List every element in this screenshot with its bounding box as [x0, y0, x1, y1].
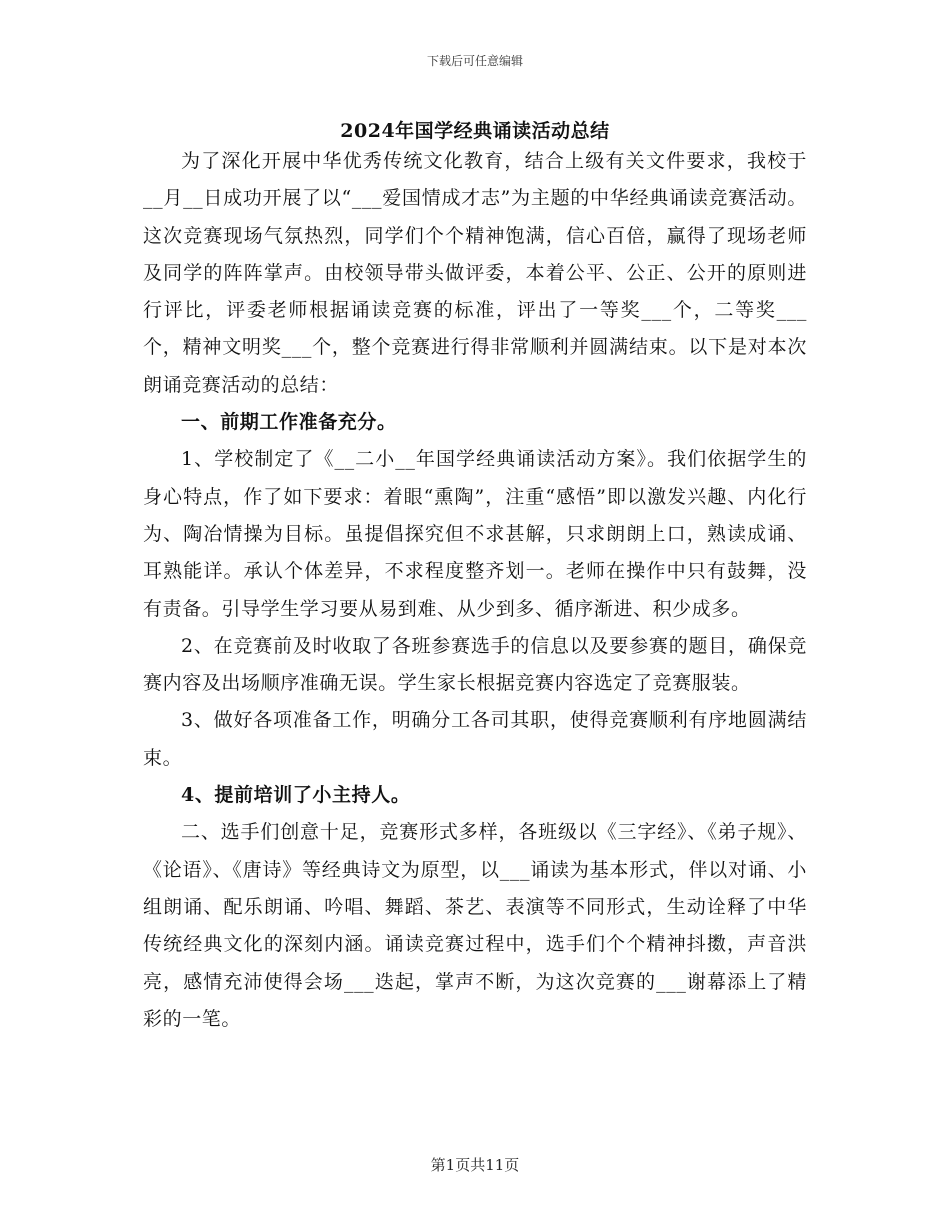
- paragraph-item-2: 2、在竞赛前及时收取了各班参赛选手的信息以及要参赛的题目，确保竞赛内容及出场顺序准确无误。学生家长根据竞赛内容选定了竞赛服装。: [143, 634, 807, 695]
- paragraph-item-3: 3、做好各项准备工作，明确分工各司其职，使得竞赛顺利有序地圆满结束。: [143, 709, 807, 769]
- paragraph-item-1: 1、学校制定了《__二小__年国学经典诵读活动方案》。我们依据学生的身心特点，作了如下要求：着眼“熏陶”，注重“感悟”即以激发兴趣、内化行为、陶冶情操为目标。虽提倡探究但不求甚解，只求朗朗上口，熟读成诵、耳熟能详。承认个体差异，不求程度整齐划一。老师在操作中只有鼓舞，没有责备。引导学生学习要从易到难、从少到多、循序渐进、积少成多。: [143, 448, 807, 620]
- section-heading-preparation: 一、前期工作准备充分。: [181, 411, 397, 434]
- section-two-paragraph: 二、选手们创意十足，竞赛形式多样，各班级以《三字经》、《弟子规》、《论语》、《唐诗》等经典诗文为原型，以___诵读为基本形式，伴以对诵、小组朗诵、配乐朗诵、吟唱、舞蹈、茶艺、表演等不同形式，生动诠释了中华传统经典文化的深刻内涵。诵读竞赛过程中，选手们个个精神抖擞，声音洪亮，感情充沛使得会场___迭起，掌声不断，为这次竞赛的___谢幕添上了精彩的一笔。: [143, 821, 807, 1030]
- document-body: [143, 143, 807, 1038]
- paragraph-item-4-heading: 4、提前培训了小主持人。: [181, 784, 411, 807]
- document-title: 2024年国学经典诵读活动总结: [340, 120, 610, 142]
- page-number: 第1页共11页: [430, 1156, 520, 1174]
- paragraph-intro: 为了深化开展中华优秀传统文化教育，结合上级有关文件要求，我校于__月__日成功开展了以“___爱国情成才志”为主题的中华经典诵读竞赛活动。这次竞赛现场气氛热烈，同学们个个精神饱满，信心百倍，赢得了现场老师及同学的阵阵掌声。由校领导带头做评委，本着公平、公正、公开的原则进行评比，评委老师根据诵读竞赛的标准，评出了一等奖___个，二等奖___个，精神文明奖___个，整个竞赛进行得非常顺利并圆满结束。以下是对本次朗诵竞赛活动的总结：: [143, 150, 807, 396]
- page-header-note: 下载后可任意编辑: [426, 54, 523, 68]
